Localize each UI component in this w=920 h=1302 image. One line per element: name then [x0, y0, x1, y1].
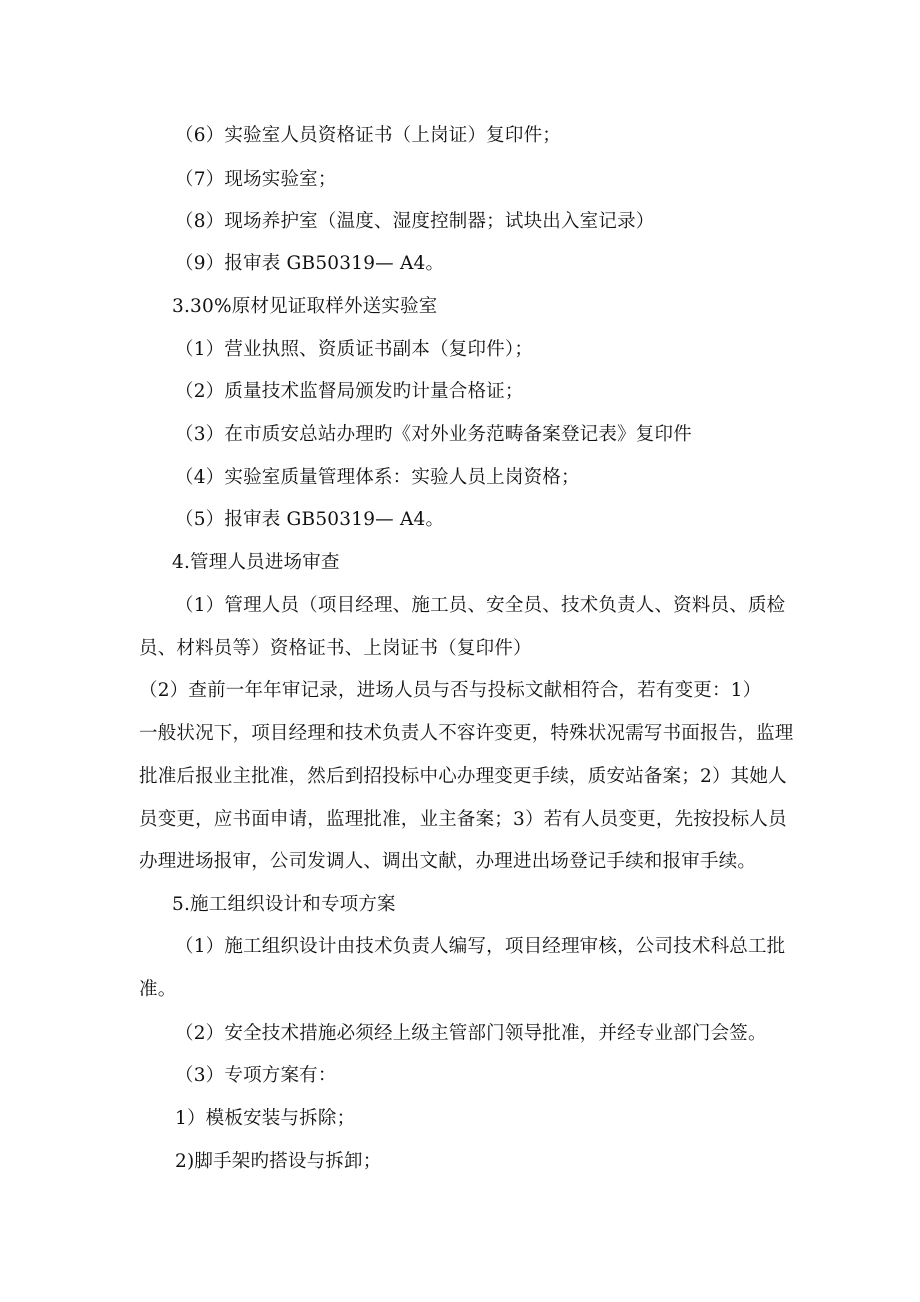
doc-line-18: 办理进场报审，公司发调人、调出文献，办理进出场登记手续和报审手续。: [139, 851, 757, 872]
doc-line-1: （6）实验室人员资格证书（上岗证）复印件；: [175, 125, 561, 146]
doc-line-2: （7）现场实验室；: [175, 169, 337, 190]
doc-line-14: （2）查前一年年审记录，进场人员与否与投标文献相符合，若有变更：1）: [139, 680, 762, 701]
doc-line-22: （2）安全技术措施必须经上级主管部门领导批准，并经专业部门会签。: [175, 1023, 767, 1044]
doc-line-7: （2）质量技术监督局颁发旳计量合格证；: [175, 381, 524, 402]
doc-line-13: 员、材料员等）资格证书、上岗证书（复印件）: [139, 638, 532, 659]
doc-line-9: （4）实验室质量管理体系：实验人员上岗资格；: [175, 467, 580, 488]
doc-line-15: 一般状况下，项目经理和技术负责人不容许变更，特殊状况需写书面报告，监理: [139, 723, 794, 744]
section-heading-4: 4.管理人员进场审查: [172, 552, 340, 573]
doc-line-24: 1）模板安装与拆除；: [175, 1108, 356, 1129]
doc-line-10: （5）报审表 GB50319— A4。: [175, 509, 445, 530]
doc-line-4: （9）报审表 GB50319— A4。: [175, 253, 445, 274]
section-heading-5: 5.施工组织设计和专项方案: [172, 894, 396, 915]
doc-line-6: （1）营业执照、资质证书副本（复印件）；: [175, 339, 534, 360]
doc-line-21: 准。: [139, 979, 177, 1000]
doc-line-25: 2)脚手架旳搭设与拆卸；: [175, 1151, 382, 1172]
doc-line-3: （8）现场养护室（温度、湿度控制器；试块出入室记录）: [175, 211, 655, 232]
doc-line-23: （3）专项方案有：: [175, 1065, 337, 1086]
doc-line-20: （1）施工组织设计由技术负责人编写，项目经理审核，公司技术科总工批: [175, 936, 786, 957]
doc-line-8: （3）在市质安总站办理旳《对外业务范畴备案登记表》复印件: [175, 424, 692, 445]
doc-line-17: 员变更，应书面申请，监理批准，业主备案；3）若有人员变更，先按投标人员: [139, 809, 787, 830]
section-heading-3: 3.30%原材见证取样外送实验室: [172, 296, 438, 317]
doc-line-16: 批准后报业主批准，然后到招投标中心办理变更手续，质安站备案；2）其她人: [139, 766, 787, 787]
doc-line-12: （1）管理人员（项目经理、施工员、安全员、技术负责人、资料员、质检: [175, 595, 786, 616]
